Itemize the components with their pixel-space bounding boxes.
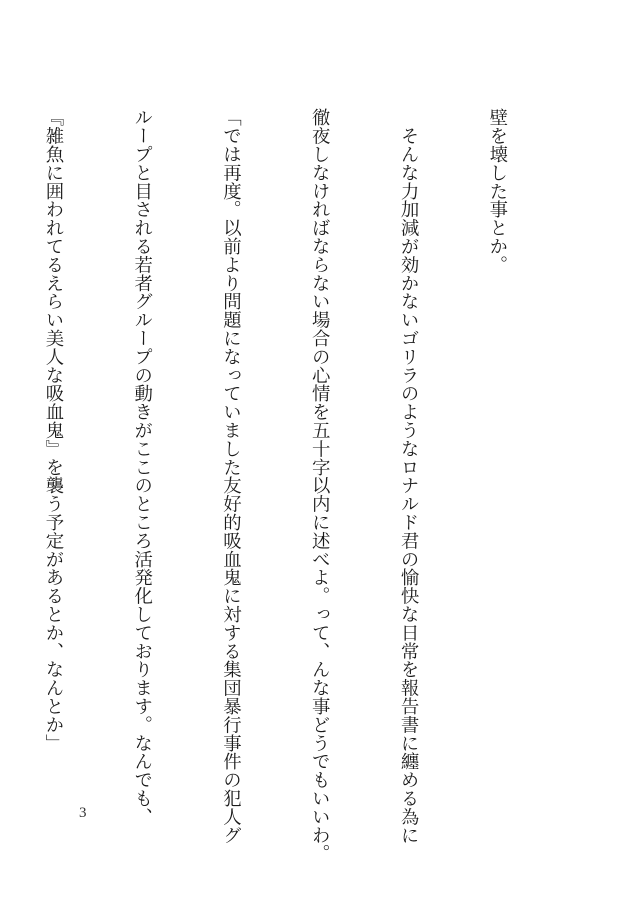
text-line: 壁を壊した事とか。 [486, 108, 508, 274]
text-line: 「では再度。以前より問題になっていました友好的吸血鬼に対する集団暴行事件の犯人グ [220, 108, 242, 844]
page-number: 3 [79, 805, 87, 821]
text-line: 『雑魚に囲われてるえらい美人な吸血鬼』を襲う予定があるとか、なんとか」 [42, 108, 64, 752]
text-line: 徹夜しなければならない場合の心情を五十字以内に述べよ。って、んな事どうでもいいわ。 [309, 108, 331, 863]
text-line: ループと目される若者グループの動きがここのところ活発化しております。なんでも、 [131, 108, 153, 826]
text-line: そんな力加減が効かないゴリラのようなロナルド君の愉快な日常を報告書に纏める為に [398, 108, 420, 844]
vertical-text-block [0, 108, 571, 863]
